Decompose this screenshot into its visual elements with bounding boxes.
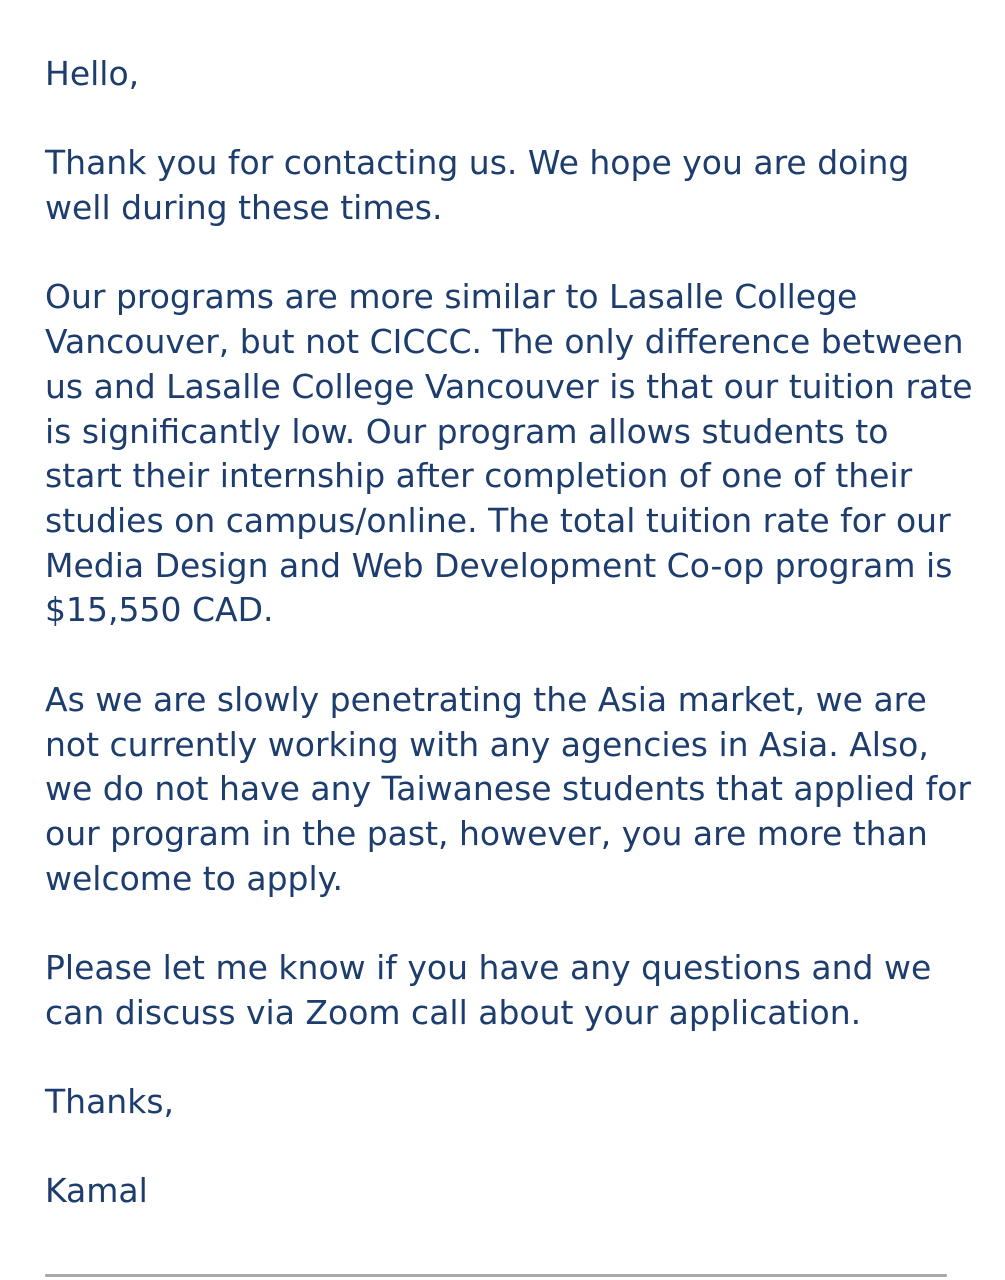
email-signature: Kamal xyxy=(45,1171,148,1211)
email-paragraph-questions: Please let me know if you have any questions and we can discuss via Zoom call about your application. xyxy=(45,948,932,1032)
email-paragraph-programs: Our programs are more similar to Lasalle College Vancouver, but not CICCC. The only difference between us and Lasalle College Vancouver is that our tuition rate is significantly low. Our program allows students to start their internship after completion of one of their studies on campus/online. The total tuition rate for our Media Design and Web Development Co-op program is $15,550 CAD. xyxy=(45,277,973,630)
email-message-body xyxy=(45,52,975,1214)
email-greeting: Hello, xyxy=(45,54,140,93)
divider xyxy=(45,1274,947,1277)
email-closing: Thanks, xyxy=(45,1082,175,1122)
email-paragraph-intro: Thank you for contacting us. We hope you are doing well during these times. xyxy=(45,143,910,228)
email-paragraph-asia-market: As we are slowly penetrating the Asia market, we are not currently working with any agencies in Asia. Also, we do not have any Taiwanese students that applied for our program in the past, however, you are more than welcome to apply. xyxy=(45,679,971,898)
